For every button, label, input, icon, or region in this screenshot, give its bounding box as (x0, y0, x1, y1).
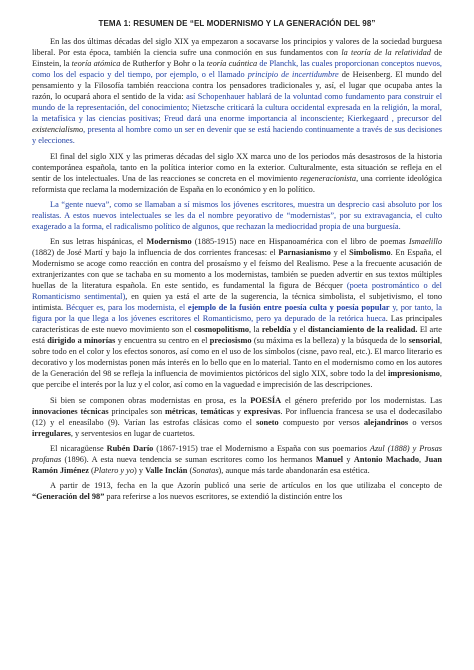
paragraph-crisis-ciencia: En las dos últimas décadas del siglo XIX ya empezaron a socavarse los principios y valores de la sociedad burguesa liberal. Por esta época, también la ciencia sufre una conmoción en sus fundamentos con la teoría de la relatividad de Einstein, la teoría atómica de Rutherfor y Bohr o la teoría cuántica de Planchk, las cuales proporcionan conceptos nuevos, como los del espacio y del tiempo, por ejemplo, o el llamado principio de incertidumbre de Heisenberg. El mundo del pensamiento y la Filosofía también reacciona contra los pensadores tradicionales y, así, el lugar que ocupaba antes la razón, lo ocupará ahora el sentido de la vida: así Schopenhauer hablará de la voluntad como fundamento para construir el mundo de la representación, del conocimiento; Nietzsche criticará la cultura occidental expresada en la religión, la moral, la metafísica y las ciencias positivas; Freud dará una enorme importancia al inconsciente; Kierkegaard , precursor del existencialismo, presenta al hombre como un ser en devenir que se está haciendo continuamente a través de sus decisiones y elecciones. (32, 37, 443, 146)
paragraph-gente-nueva: La “gente nueva”, como se llamaban a sí mismos los jóvenes escritores, muestra un desprecio casi absoluto por los realistas. A estos nuevos intelectuales se les da el nombre peyorativo de “modernistas”, por su extravagancia, el culto exagerado a la forma, el radicalismo político de algunos, que rechazan la mediocridad propia de una burguesía. (32, 199, 442, 231)
paragraph-ruben-dario: El nicaragüense Rubén Darío (1867-1915) trae el Modernismo a España con sus poemarios Azul (1888) y Prosas profanas (1896). A esta nueva tendencia se suman escritores como los hermanos Manuel y Antonio Machado, Juan Ramón Jiménez (Platero y yo) y Valle Inclán (Sonatas), aunque más tarde abandonarán esa estética. (32, 443, 443, 475)
paragraph-generacion-98: A partir de 1913, fecha en la que Azorín publicó una serie de artículos en los que utilizaba el concepto de “Generación del 98” para referirse a los nuevos escritores, se extendió la distinción entre los (32, 480, 442, 501)
paragraph-poesia: Si bien se componen obras modernistas en prosa, es la POESÍA el género preferido por los modernistas. Las innovaciones técnicas principales son métricas, temáticas y expresivas. Por influencia francesa se usa el dodecasílabo (12) y el eneasílabo (9). Varían las estrofas clásicas como el soneto compuesto por versos alejandrinos o versos irregulares, y serventesios en lugar de cuartetos. (32, 395, 443, 438)
document-title: TEMA 1: RESUMEN DE “EL MODERNISMO Y LA GENERACIÓN DEL 98” (98, 19, 376, 28)
paragraph-modernismo: En sus letras hispánicas, el Modernismo (1885-1915) nace en Hispanoamérica con el libro de poemas Ismaelillo (1882) de José Martí y bajo la influencia de dos corrientes francesas: el Parnasianismo y el Simbolismo. En España, el Modernismo se acoge como reacción en contra del prosaísmo y el feísmo del Realismo. Pese a la frecuente acusación de extranjerizantes con que se tachaba en su momento a los modernistas, también se pueden advertir en sus textos múltiples huellas de la literatura española. En este sentido, es fundamental la figura de Bécquer (poeta postromántico o del Romanticismo sentimental), en quien ya está el arte de la sugerencia, la técnica simbolista, el subjetivismo, el tono intimista. Bécquer es, para los modernista, el ejemplo de la fusión entre poesía culta y poesía popular y, por tanto, la figura por la que llega a los jóvenes escritores el Romanticismo, pero ya depurado de la retórica hueca. Las principales características de este nuevo movimiento son el cosmopolitismo, la rebeldía y el distanciamiento de la realidad. El arte está dirigido a minorías y encuentra su centro en el preciosismo (su máxima es la belleza) y la búsqueda de lo sensorial, sobre todo en el color y los efectos sonoros, así como en el uso de los símbolos (cisne, pavo real, etc.). El marco literario es decorativo y los modernistas ponen más interés en lo bello que en lo material. Tanto en el modernismo como en los autores de la Generación del 98 se refleja la influencia de movimientos pictóricos del siglo XIX, sobre todo la del impresionismo, que percibe el interés por la luz y el color, así como en la vaguedad e imprecisión de las descripciones. (32, 236, 443, 390)
paragraph-regeneracionismo: El final del siglo XIX y las primeras décadas del siglo XX marca uno de los periodos más desastrosos de la historia contemporánea española, tanto en la política interior como en la exterior. Culturalmente, esta situación se refleja en el sentir de los intelectuales. Una de las reacciones se concreta en el movimiento regeneracionista, una corriente ideológica reformista que reclama la modernización de España en lo económico y en lo político. (32, 151, 442, 194)
